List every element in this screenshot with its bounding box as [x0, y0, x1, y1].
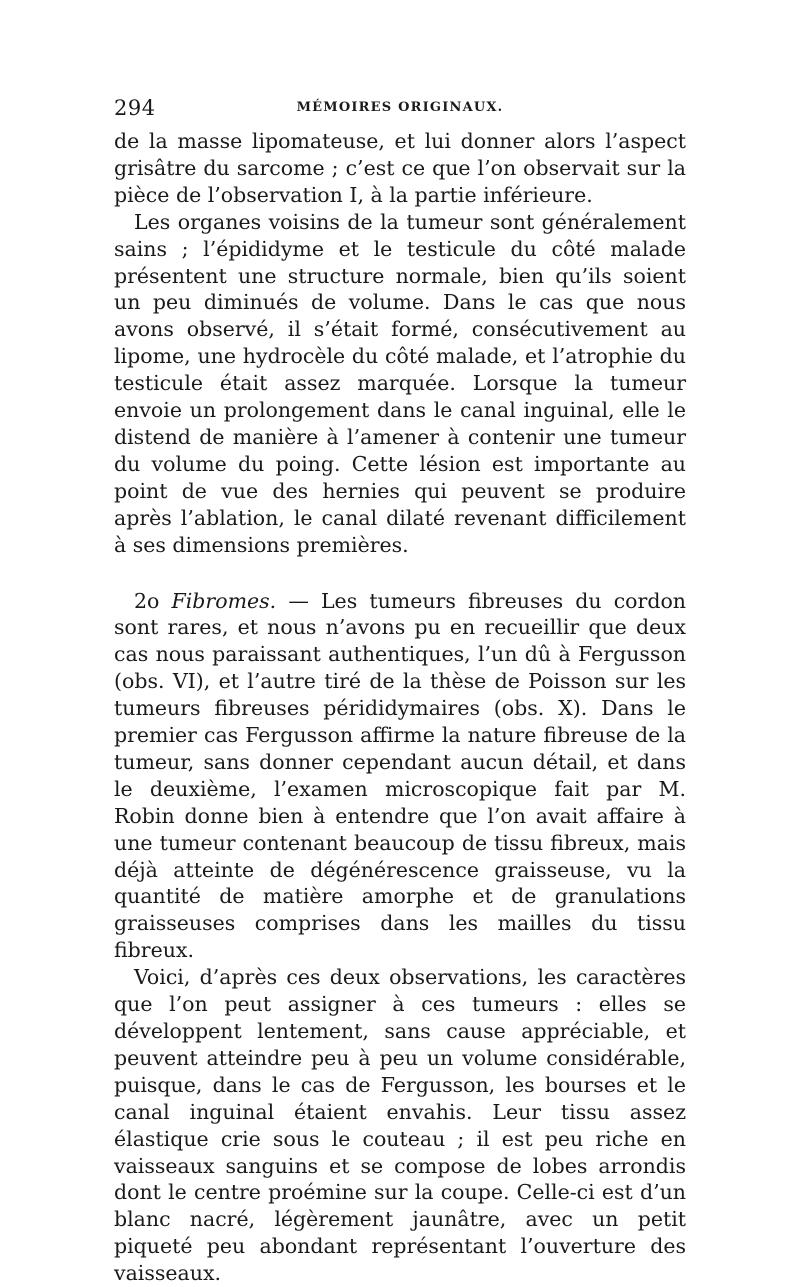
paragraph-fibromes: [114, 588, 686, 965]
body-text: [114, 128, 686, 1287]
paragraph-caracteres: Voici, d’après ces deux observations, les caractères que l’on peut assigner à ces tumeurs : elles se développent lentement, sans cause appréciable, et peuvent atteindre peu à peu un volume considérable, puisque, dans le cas de Fergusson, les bourses et le canal inguinal étaient envahis. Leur tissu assez élastique crie sous le couteau ; il est peu riche en vaisseaux sanguins et se compose de lobes arrondis dont le centre proémine sur la coupe. Celle-ci est d’un blanc nacré, légèrement jaunâtre, avec un petit piqueté peu abondant représentant l’ouverture des vaisseaux.: [114, 965, 686, 1286]
page-number: 294: [114, 96, 156, 120]
paragraph-continuation: de la masse lipomateuse, et lui donner alors l’aspect grisâtre du sarcome ; c’est ce que l’on observait sur la pièce de l’observation I, à la partie inférieure.: [114, 129, 686, 207]
page-header: [114, 96, 686, 126]
running-head: MÉMOIRES ORIGINAUX.: [296, 100, 504, 115]
paragraph-fibromes-text: — Les tumeurs fibreuses du cordon sont rares, et nous n’avons pu en recueillir que deux cas nous paraissant authentiques, l’un dû à Fergusson (obs. VI), et l’autre tiré de la thèse de Poisson sur les tumeurs fibreuses pérididymaires (obs. X). Dans le premier cas Fergusson affirme la nature fibreuse de la tumeur, sans donner cependant aucun détail, et dans le deuxième, l’examen microscopique fait par M. Robin donne bien à entendre que l’on avait affaire à une tumeur contenant beaucoup de tissu fibreux, mais déjà atteinte de dégénérescence graisseuse, vu la quantité de matière amorphe et de granulations graisseuses comprises dans les mailles du tissu fibreux.: [114, 588, 686, 963]
section-number: 2o: [134, 588, 160, 613]
paragraph-organes-voisins: Les organes voisins de la tumeur sont généralement sains ; l’épididyme et le testicule du côté malade présentent une structure normale, bien qu’ils soient un peu diminués de volume. Dans le cas que nous avons observé, il s’était formé, consécutivement au lipome, une hydrocèle du côté malade, et l’atrophie du testicule était assez marquée. Lorsque la tumeur envoie un prolongement dans le canal inguinal, elle le distend de manière à l’amener à contenir une tumeur du volume du poing. Cette lésion est importante au point de vue des hernies qui peuvent se produire après l’ablation, le canal dilaté revenant difficilement à ses dimensions premières.: [114, 209, 686, 557]
section-title: Fibromes.: [171, 588, 277, 613]
